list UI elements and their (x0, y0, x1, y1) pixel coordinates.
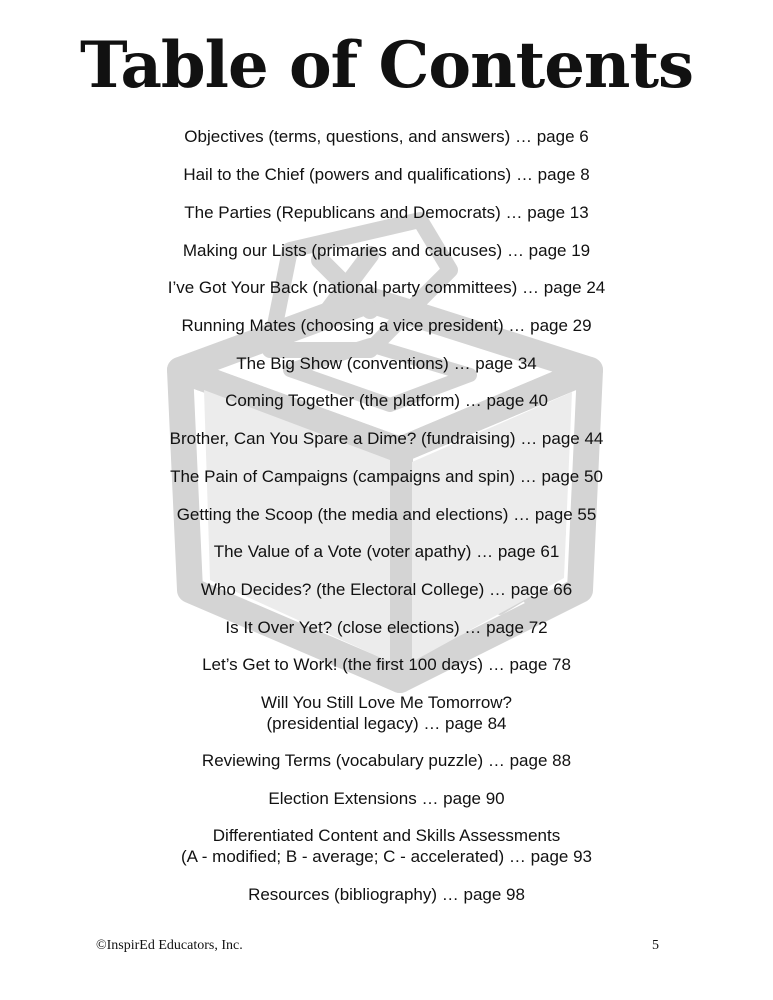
toc-item (0, 202, 773, 223)
toc-item-text: The Pain of Campaigns (campaigns and spin) … page 50 (170, 467, 603, 486)
toc-item (0, 825, 773, 867)
toc-item (0, 504, 773, 525)
toc-item (0, 541, 773, 562)
toc-item (0, 428, 773, 449)
toc-item-text: The Value of a Vote (voter apathy) … page 61 (213, 542, 560, 561)
toc-item (0, 579, 773, 600)
toc-item (0, 692, 773, 734)
toc-item-text: Who Decides? (the Electoral College) … page 66 (200, 580, 573, 599)
footer-page-number: 5 (652, 938, 659, 953)
toc-item-text: Making our Lists (primaries and caucuses) … page 19 (182, 241, 591, 260)
toc-item-text: (presidential legacy) … page 84 (266, 714, 507, 733)
toc-item (0, 126, 773, 147)
toc-item-text: Objectives (terms, questions, and answers) … page 6 (184, 127, 589, 146)
toc-item-text: Running Mates (choosing a vice president) … page 29 (181, 316, 592, 335)
toc-item-text: Getting the Scoop (the media and elections) … page 55 (176, 505, 597, 524)
toc-item-text: Is It Over Yet? (close elections) … page 72 (225, 618, 548, 637)
toc-item-text: Election Extensions … page 90 (268, 789, 505, 808)
toc-item (0, 240, 773, 261)
toc-item (0, 353, 773, 374)
toc-item-text: The Parties (Republicans and Democrats) … page 13 (184, 203, 589, 222)
toc-item (0, 315, 773, 336)
page-title: Table of Contents (79, 28, 694, 103)
footer-copyright: ©InspirEd Educators, Inc. (96, 938, 243, 953)
toc-item-text: Differentiated Content and Skills Assessments (212, 826, 561, 845)
toc-item (0, 466, 773, 487)
toc-item-text: Brother, Can You Spare a Dime? (fundraising) … page 44 (169, 429, 604, 448)
toc-item-text: Hail to the Chief (powers and qualifications) … page 8 (183, 165, 590, 184)
toc-item-text: Resources (bibliography) … page 98 (248, 885, 525, 904)
toc-item (0, 277, 773, 298)
toc-item-text: Will You Still Love Me Tomorrow? (260, 693, 512, 712)
toc-item (0, 750, 773, 771)
toc-item-text: Coming Together (the platform) … page 40 (225, 391, 548, 410)
toc-item-text: (A - modified; B - average; C - accelerated) … page 93 (180, 847, 593, 866)
toc-item (0, 788, 773, 809)
toc-item (0, 390, 773, 411)
toc-item (0, 654, 773, 675)
toc-item (0, 884, 773, 905)
toc-item-text: I’ve Got Your Back (national party committees) … page 24 (167, 278, 606, 297)
toc-item-text: Reviewing Terms (vocabulary puzzle) … page 88 (201, 751, 572, 770)
toc-item-text: Let’s Get to Work! (the first 100 days) … page 78 (202, 655, 571, 674)
toc-item (0, 164, 773, 185)
toc-item (0, 617, 773, 638)
toc-item-text: The Big Show (conventions) … page 34 (236, 354, 537, 373)
